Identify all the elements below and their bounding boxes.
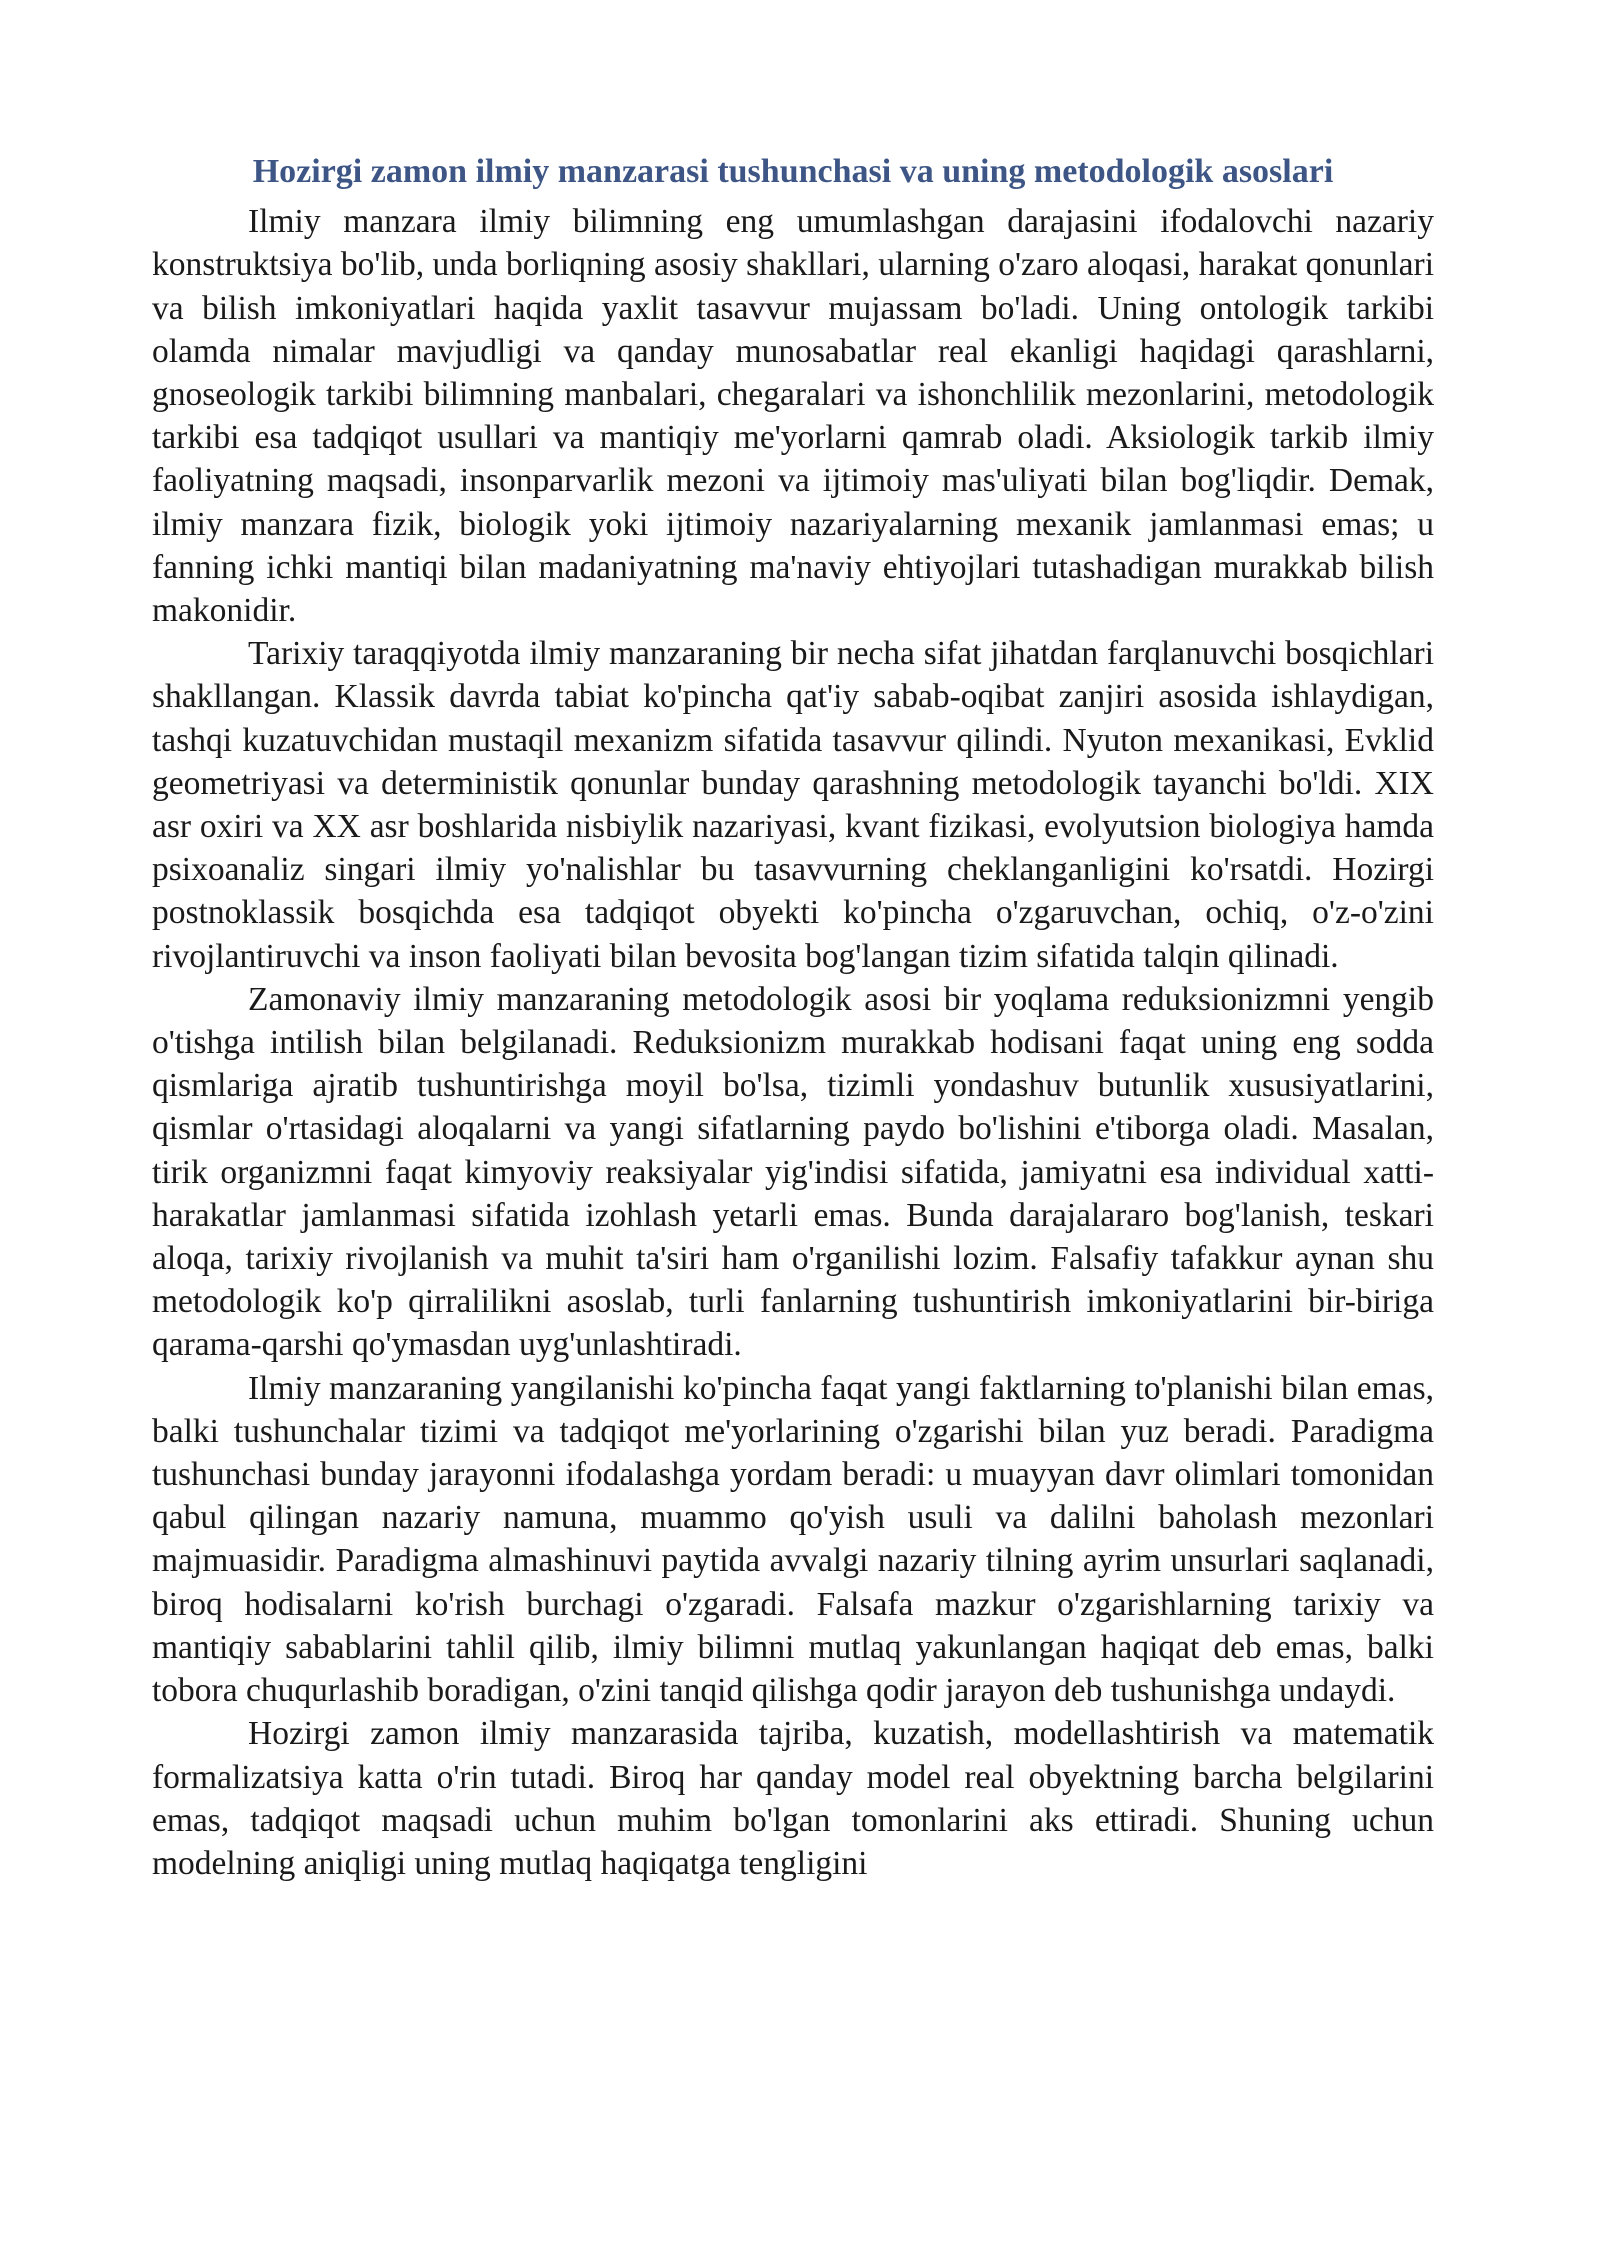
document-page <box>152 150 1434 1885</box>
paragraph: Zamonaviy ilmiy manzaraning metodologik asosi bir yoqlama reduksionizmni yengib o'tishga intilish bilan belgilanadi. Reduksionizm murakkab hodisani faqat uning eng sodda qismlariga ajratib tushuntirishga moyil bo'lsa, tizimli yondashuv butunlik xususiyatlarini, qismlar o'rtasidagi aloqalarni va yangi sifatlarning paydo bo'lishini e'tiborga oladi. Masalan, tirik organizmni faqat kimyoviy reaksiyalar yig'indisi sifatida, jamiyatni esa individual xatti-harakatlar jamlanmasi sifatida izohlash yetarli emas. Bunda darajalararo bog'lanish, teskari aloqa, tarixiy rivojlanish va muhit ta'siri ham o'rganilishi lozim. Falsafiy tafakkur aynan shu metodologik ko'p qirralilikni asoslab, turli fanlarning tushuntirish imkoniyatlarini bir-biriga qarama-qarshi qo'ymasdan uyg'unlashtiradi. <box>152 980 1434 1364</box>
paragraph: Hozirgi zamon ilmiy manzarasida tajriba, kuzatish, modellashtirish va matematik formalizatsiya katta o'rin tutadi. Biroq har qanday model real obyektning barcha belgilarini emas, tadqiqot maqsadi uchun muhim bo'lgan tomonlarini aks ettiradi. Shuning uchun modelning aniqligi uning mutlaq haqiqatga tengligini <box>152 1715 1434 1882</box>
paragraph: Ilmiy manzaraning yangilanishi ko'pincha faqat yangi faktlarning to'planishi bilan emas, balki tushunchalar tizimi va tadqiqot me'yorlarining o'zgarishi bilan yuz beradi. Paradigma tushunchasi bunday jarayonni ifodalashga yordam beradi: u muayyan davr olimlari tomonidan qabul qilingan nazariy namuna, muammo qo'yish usuli va dalilni baholash mezonlari majmuasidir. Paradigma almashinuvi paytida avvalgi nazariy tilning ayrim unsurlari saqlanadi, biroq hodisalarni ko'rish burchagi o'zgaradi. Falsafa mazkur o'zgarishlarning tarixiy va mantiqiy sabablarini tahlil qilib, ilmiy bilimni mutlaq yakunlangan haqiqat deb emas, balki tobora chuqurlashib boradigan, o'zini tanqid qilishga qodir jarayon deb tushunishga undaydi. <box>152 1369 1434 1710</box>
document-title: Hozirgi zamon ilmiy manzarasi tushunchasi va uning metodologik asoslari <box>252 153 1334 190</box>
paragraph: Ilmiy manzara ilmiy bilimning eng umumlashgan darajasini ifodalovchi nazariy konstruktsiya bo'lib, unda borliqning asosiy shakllari, ularning o'zaro aloqasi, harakat qonunlari va bilish imkoniyatlari haqida yaxlit tasavvur mujassam bo'ladi. Uning ontologik tarkibi olamda nimalar mavjudligi va qanday munosabatlar real ekanligi haqidagi qarashlarni, gnoseologik tarkibi bilimning manbalari, chegaralari va ishonchlilik mezonlarini, metodologik tarkibi esa tadqiqot usullari va mantiqiy me'yorlarni qamrab oladi. Aksiologik tarkib ilmiy faoliyatning maqsadi, insonparvarlik mezoni va ijtimoiy mas'uliyati bilan bog'liqdir. Demak, ilmiy manzara fizik, biologik yoki ijtimoiy nazariyalarning mexanik jamlanmasi emas; u fanning ichki mantiqi bilan madaniyatning ma'naviy ehtiyojlari tutashadigan murakkab bilish makonidir. <box>152 203 1435 630</box>
paragraph: Tarixiy taraqqiyotda ilmiy manzaraning bir necha sifat jihatdan farqlanuvchi bosqichlari shakllangan. Klassik davrda tabiat ko'pincha qat'iy sabab-oqibat zanjiri asosida ishlaydigan, tashqi kuzatuvchidan mustaqil mexanizm sifatida tasavvur qilindi. Nyuton mexanikasi, Evklid geometriyasi va deterministik qonunlar bunday qarashning metodologik tayanchi bo'ldi. XIX asr oxiri va XX asr boshlarida nisbiylik nazariyasi, kvant fizikasi, evolyutsion biologiya hamda psixoanaliz singari ilmiy yo'nalishlar bu tasavvurning cheklanganligini ko'rsatdi. Hozirgi postnoklassik bosqichda esa tadqiqot obyekti ko'pincha o'zgaruvchan, ochiq, o'z-o'zini rivojlantiruvchi va inson faoliyati bilan bevosita bog'langan tizim sifatida talqin qilinadi. <box>152 635 1434 975</box>
